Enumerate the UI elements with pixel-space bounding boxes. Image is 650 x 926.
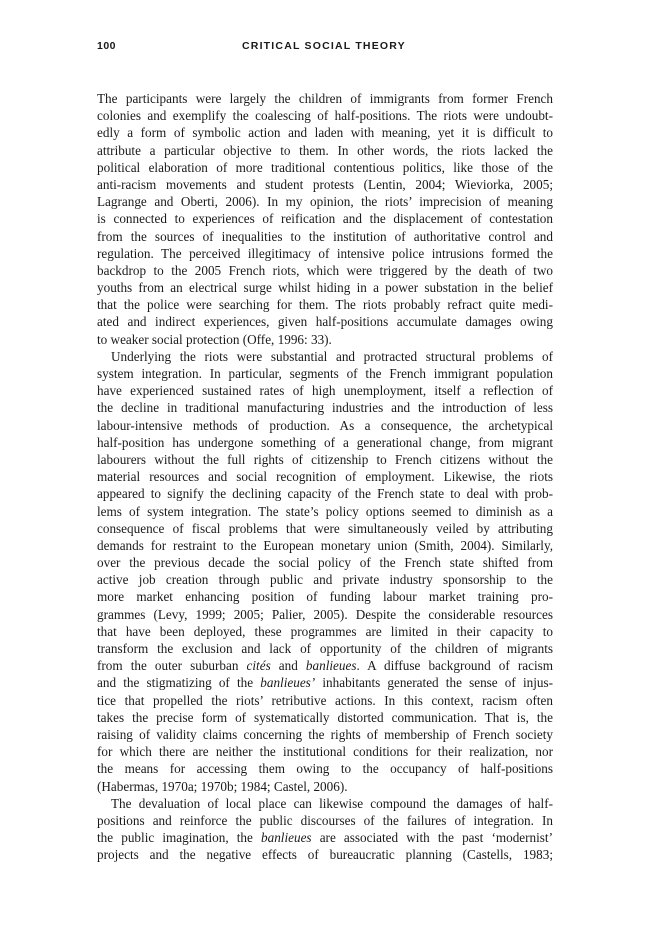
text-line: consequence of fiscal problems that were simultaneously veiled by attributing (97, 520, 553, 536)
text-line: youths from an electrical surge whilst hiding in a power substation in the belief (97, 280, 553, 296)
text-line: The participants were largely the children of immigrants from former French (97, 91, 553, 106)
running-header (97, 40, 553, 54)
text-line: attribute a particular objective to them. In other words, the riots lacked the (97, 142, 553, 158)
text-line: the means for accessing them owing to the occupancy of half-positions (97, 761, 553, 777)
text-line: have experienced sustained rates of high unemployment, itself a reflection of (97, 383, 553, 399)
running-title: CRITICAL SOCIAL THEORY (242, 40, 406, 52)
text-line: labourers without the full rights of citizenship to French citizens without the (97, 451, 553, 467)
text-line: raising of validity claims concerning the rights of membership of French society (97, 726, 553, 742)
text-line: appeared to signify the declining capacity of the French state to deal with prob- (97, 486, 553, 502)
text-line: is connected to experiences of reification and the displacement of contestation (97, 211, 553, 227)
text-line: from the sources of inequalities to the institution of authoritative control and (97, 228, 553, 244)
text-line: colonies and exemplify the coalescing of half-positions. The riots were undoubt- (97, 108, 553, 124)
text-line: edly a form of symbolic action and laden with meaning, yet it is difficult to (97, 125, 553, 141)
text-line: anti-racism movements and student protests (Lentin, 2004; Wieviorka, 2005; (97, 176, 553, 192)
text-line: political elaboration of more traditional contentious politics, like those of the (97, 159, 553, 175)
text-line: the public imagination, the banlieues are associated with the past ‘modernist’ (97, 830, 553, 846)
text-line: lems of system integration. The state’s policy options seemed to diminish as a (97, 503, 553, 519)
text-line: half-position has undergone something of a generational change, from migrant (97, 434, 553, 450)
text-line: more market enhancing position of funding labour market training pro- (97, 589, 553, 605)
paragraph (97, 90, 553, 348)
page-number: 100 (97, 40, 117, 52)
text-line: labour-intensive methods of production. As a consequence, the archetypical (97, 417, 553, 433)
text-line: demands for restraint to the European monetary union (Smith, 2004). Similarly, (97, 537, 553, 553)
text-line: for which there are neither the institutional conditions for their realization, nor (97, 744, 553, 760)
text-line: over the previous decade the social policy of the French state shifted from (97, 555, 553, 571)
text-line: that the police were searching for them. The riots probably refract quite medi- (97, 297, 553, 313)
text-line: and the stigmatizing of the banlieues’ inhabitants generated the sense of injus- (97, 675, 553, 691)
text-line: system integration. In particular, segments of the French immigrant population (97, 366, 553, 381)
text-line: backdrop to the 2005 French riots, which were triggered by the death of two (97, 262, 553, 278)
paragraph (97, 795, 553, 864)
text-line: active job creation through public and private industry sponsorship to the (97, 572, 553, 588)
text-line: from the outer suburban cités and banlieues. A diffuse background of racism (97, 658, 554, 674)
text-line: takes the precise form of systematically distorted communication. That is, the (97, 709, 553, 725)
text-line: Lagrange and Oberti, 2006). In my opinion, the riots’ imprecision of meaning (97, 194, 553, 210)
text-line: the decline in traditional manufacturing industries and the introduction of less (97, 400, 553, 416)
text-line: to weaker social protection (Offe, 1996: 33). (97, 331, 332, 347)
text-line: transform the exclusion and lack of opportunity of the children of migrants (97, 641, 553, 656)
text-line: grammes (Levy, 1999; 2005; Palier, 2005). Despite the considerable resources (97, 606, 553, 622)
body-text (97, 90, 553, 863)
text-line: material resources and social recognition of employment. Likewise, the riots (97, 469, 553, 485)
text-line: positions and reinforce the public discourses of the failures of integration. In (97, 812, 553, 828)
text-line: that have been deployed, these programmes are limited in their capacity to (97, 623, 553, 639)
text-line: Underlying the riots were substantial and protracted structural problems of (111, 348, 553, 364)
text-line: regulation. The perceived illegitimacy of intensive police intrusions formed the (97, 245, 553, 261)
text-line: (Habermas, 1970a; 1970b; 1984; Castel, 2006). (97, 778, 348, 794)
paragraph (97, 348, 553, 795)
text-line: tice that propelled the riots’ retributive actions. In this context, racism often (97, 692, 553, 708)
text-line: The devaluation of local place can likewise compound the damages of half- (111, 795, 553, 811)
text-line: projects and the negative effects of bureaucratic planning (Castells, 1983; (97, 847, 553, 863)
text-line: ated and indirect experiences, given half-positions accumulate damages owing (97, 314, 553, 330)
